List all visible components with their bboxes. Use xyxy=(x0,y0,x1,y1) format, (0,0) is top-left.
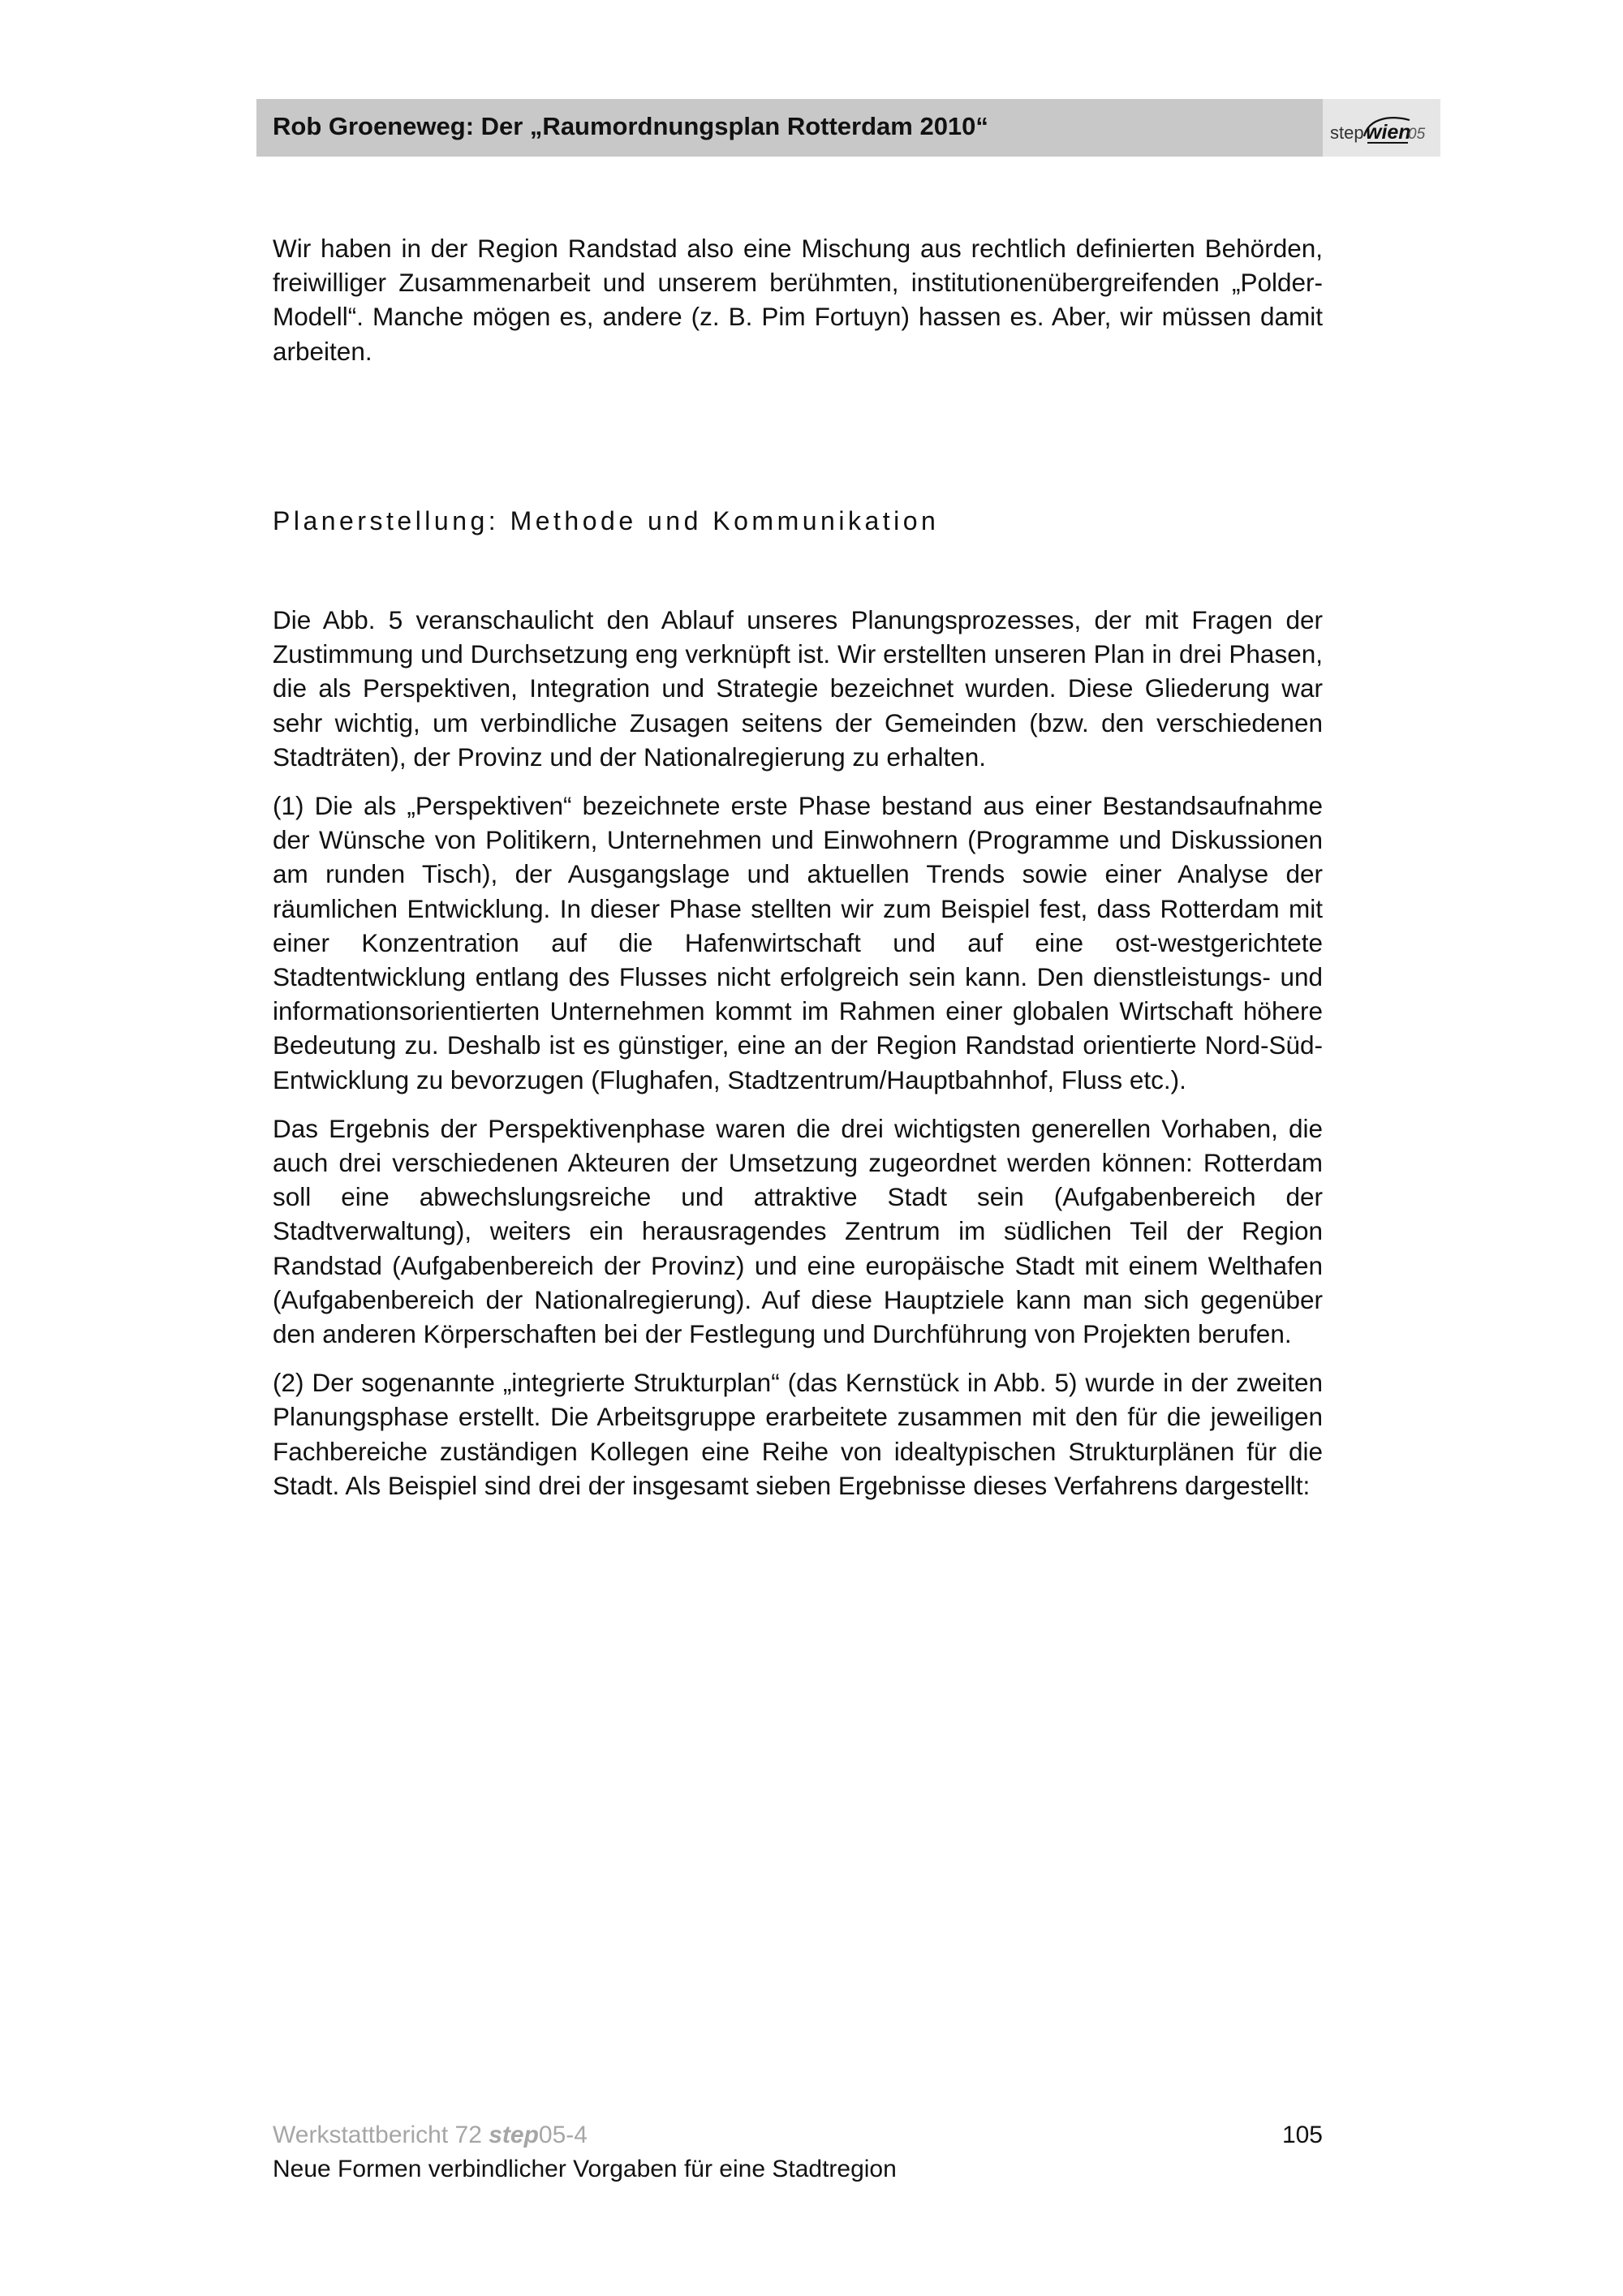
page-header-title: Rob Groeneweg: Der „Raumordnungsplan Rotterdam 2010“ xyxy=(273,112,988,140)
logo-prefix: step xyxy=(1330,123,1364,143)
footer-report-step: step xyxy=(489,2122,539,2148)
footer xyxy=(273,2118,897,2186)
intro-text-block xyxy=(273,231,1323,383)
section-text-block xyxy=(273,603,1323,1517)
stepwien-logo-icon xyxy=(1328,112,1439,151)
section-heading: Planerstellung: Methode und Kommunikation xyxy=(273,506,940,535)
footer-report-prefix: Werkstattbericht 72 xyxy=(273,2122,489,2148)
logo-suffix: 05 xyxy=(1408,126,1426,143)
paragraph-perspective-results: Das Ergebnis der Perspektivenphase waren die drei wichtigsten generellen Vorhaben, die auch drei verschiedenen Akteuren der Umsetzung zugeordnet werden können: Rotterdam soll eine abwechslungsreiche und attraktive Stadt sein (Aufgabenbereich der Stadtverwaltung), weiters ein herausragendes Zentrum im südlichen Teil der Region Randstad (Aufgabenbereich der Provinz) und eine europäische Stadt mit einem Welthafen (Aufgabenbereich der Nationalregierung). Auf diese Hauptziele kann man sich gegenüber den anderen Körperschaften bei der Festlegung und Durchführung von Projekten berufen. xyxy=(273,1113,1323,1349)
page-number: 105 xyxy=(1281,2122,1323,2148)
paragraph-phase-integration: (2) Der sogenannte „integrierte Strukturplan“ (das Kernstück in Abb. 5) wurde in der zweiten Planungsphase erstellt. Die Arbeitsgruppe erarbeitete zusammen mit den für die jeweiligen Fachbereiche zuständigen Kollegen eine Reihe von idealtypischen Strukturplänen für die Stadt. Als Beispiel sind drei der insgesamt sieben Ergebnisse dieses Verfahrens dargestellt: xyxy=(273,1368,1323,1500)
footer-subtitle: Neue Formen verbindlicher Vorgaben für eine Stadtregion xyxy=(273,2156,897,2182)
paragraph-method-overview: Die Abb. 5 veranschaulicht den Ablauf unseres Planungsprozesses, der mit Fragen der Zustimmung und Durchsetzung eng verknüpft ist. Wir erstellten unseren Plan in drei Phasen, die als Perspektiven, Integration und Strategie bezeichnet wurden. Diese Gliederung war sehr wichtig, um verbindliche Zusagen seitens der Gemeinden (bzw. den verschiedenen Stadträten), der Provinz und der Nationalregierung zu erhalten. xyxy=(273,605,1323,772)
paragraph-phase-perspectives: (1) Die als „Perspektiven“ bezeichnete erste Phase bestand aus einer Bestandsaufnahme der Wünsche von Politikern, Unternehmen und Einwohnern (Programme und Diskussionen am runden Tisch), der Ausgangslage und aktuellen Trends sowie einer Analyse der räumlichen Entwicklung. In dieser Phase stellten wir zum Beispiel fest, dass Rotterdam mit einer Konzentration auf die Hafenwirtschaft und auf eine ost-westgerichtete Stadtentwicklung entlang des Flusses nicht erfolgreich sein kann. Den dienstleistungs- und informationsorientierten Unternehmen kommt im Rahmen einer globalen Wirtschaft höhere Bedeutung zu. Deshalb ist es günstiger, eine an der Region Randstad orientierte Nord-Süd-Entwicklung zu bevorzugen (Flughafen, Stadtzentrum/Hauptbahnhof, Fluss etc.). xyxy=(273,791,1323,1094)
footer-report-suffix: 05-4 xyxy=(538,2122,588,2148)
logo-emphasis: wien xyxy=(1366,121,1411,144)
intro-paragraph: Wir haben in der Region Randstad also eine Mischung aus rechtlich definierten Behörden, freiwilliger Zusammenarbeit und unserem berühmten, institutionenübergreifenden „Polder-Modell“. Manche mögen es, andere (z. B. Pim Fortuyn) hassen es. Aber, wir müssen damit arbeiten. xyxy=(273,234,1323,366)
footer-report-line xyxy=(273,2118,897,2152)
